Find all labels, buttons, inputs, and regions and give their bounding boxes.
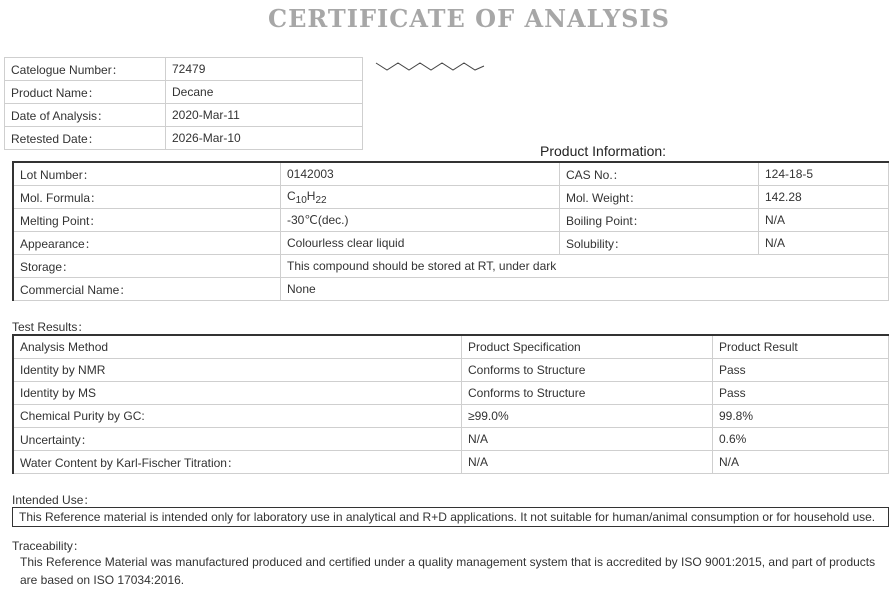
table-header-row xyxy=(13,335,889,359)
cas-number-value: 124-18-5 xyxy=(759,162,889,186)
analysis-method-cell: Identity by NMR xyxy=(13,359,462,382)
test-results-label: Test Results： xyxy=(12,320,90,334)
result-cell: Pass xyxy=(713,382,889,405)
appearance-value: Colourless clear liquid xyxy=(281,232,560,255)
solubility-label: Solubility： xyxy=(560,232,759,255)
table-row xyxy=(13,359,889,382)
analysis-method-cell: Identity by MS xyxy=(13,382,462,405)
header-analysis-method: Analysis Method xyxy=(13,335,462,359)
lot-number-label: Lot Number： xyxy=(13,162,281,186)
header-product-specification: Product Specification xyxy=(462,335,713,359)
storage-label: Storage： xyxy=(13,255,281,278)
melting-point-value: -30℃(dec.) xyxy=(281,209,560,232)
date-of-analysis-label: Date of Analysis： xyxy=(5,104,166,127)
product-information-heading: Product Information: xyxy=(540,143,667,159)
table-row xyxy=(13,428,889,451)
date-of-analysis-value: 2020-Mar-11 xyxy=(166,104,363,127)
storage-value: This compound should be stored at RT, under dark xyxy=(281,255,889,278)
table-row xyxy=(5,127,363,150)
table-row xyxy=(5,81,363,104)
commercial-name-value: None xyxy=(281,278,889,301)
lot-number-value: 0142003 xyxy=(281,162,560,186)
table-row xyxy=(13,186,889,209)
solubility-value: N/A xyxy=(759,232,889,255)
analysis-method-cell: Water Content by Karl-Fischer Titration： xyxy=(13,451,462,474)
mol-weight-value: 142.28 xyxy=(759,186,889,209)
catalogue-number-label: Catelogue Number： xyxy=(5,58,166,81)
mol-weight-label: Mol. Weight： xyxy=(560,186,759,209)
traceability-label: Traceability： xyxy=(12,539,85,553)
intended-use-label: Intended Use： xyxy=(12,493,96,507)
mol-formula-value: $C_{10}H_{22}$ xyxy=(281,186,560,209)
specification-cell: N/A xyxy=(462,451,713,474)
cas-number-label: CAS No.： xyxy=(560,162,759,186)
table-row xyxy=(5,58,363,81)
retested-date-value: 2026-Mar-10 xyxy=(166,127,363,150)
decane-structure-image xyxy=(374,58,486,74)
appearance-label: Appearance： xyxy=(13,232,281,255)
table-row xyxy=(13,278,889,301)
table-row xyxy=(13,405,889,428)
table-row xyxy=(13,451,889,474)
table-row xyxy=(13,209,889,232)
table-row xyxy=(13,232,889,255)
specification-cell: N/A xyxy=(462,428,713,451)
result-cell: 99.8% xyxy=(713,405,889,428)
result-cell: 0.6% xyxy=(713,428,889,451)
commercial-name-label: Commercial Name： xyxy=(13,278,281,301)
mol-formula-label: Mol. Formula： xyxy=(13,186,281,209)
result-cell: N/A xyxy=(713,451,889,474)
intended-use-text: This Reference material is intended only for laboratory use in analytical and R+D applications. It not suitable for human/animal consumption or for household use. xyxy=(12,507,889,527)
product-name-value: Decane xyxy=(166,81,363,104)
product-information-table xyxy=(12,161,889,301)
traceability-text: This Reference Material was manufactured produced and certified under a quality management system that is accredited by ISO 9001:2015, and part of products are based on ISO 17034:2016. xyxy=(20,555,876,587)
table-row xyxy=(13,382,889,405)
product-name-label: Product Name： xyxy=(5,81,166,104)
table-row xyxy=(13,255,889,278)
identification-table xyxy=(4,57,363,150)
specification-cell: ≥99.0% xyxy=(462,405,713,428)
header-product-result: Product Result xyxy=(713,335,889,359)
specification-cell: Conforms to Structure xyxy=(462,359,713,382)
analysis-method-cell: Uncertainty： xyxy=(13,428,462,451)
test-results-table xyxy=(12,334,889,474)
retested-date-label: Retested Date： xyxy=(5,127,166,150)
table-row xyxy=(13,162,889,186)
document-title: CERTIFICATE OF ANALYSIS xyxy=(267,4,671,33)
boiling-point-label: Boiling Point： xyxy=(560,209,759,232)
boiling-point-value: N/A xyxy=(759,209,889,232)
result-cell: Pass xyxy=(713,359,889,382)
table-row xyxy=(5,104,363,127)
melting-point-label: Melting Point： xyxy=(13,209,281,232)
catalogue-number-value: 72479 xyxy=(166,58,363,81)
specification-cell: Conforms to Structure xyxy=(462,382,713,405)
analysis-method-cell: Chemical Purity by GC: xyxy=(13,405,462,428)
